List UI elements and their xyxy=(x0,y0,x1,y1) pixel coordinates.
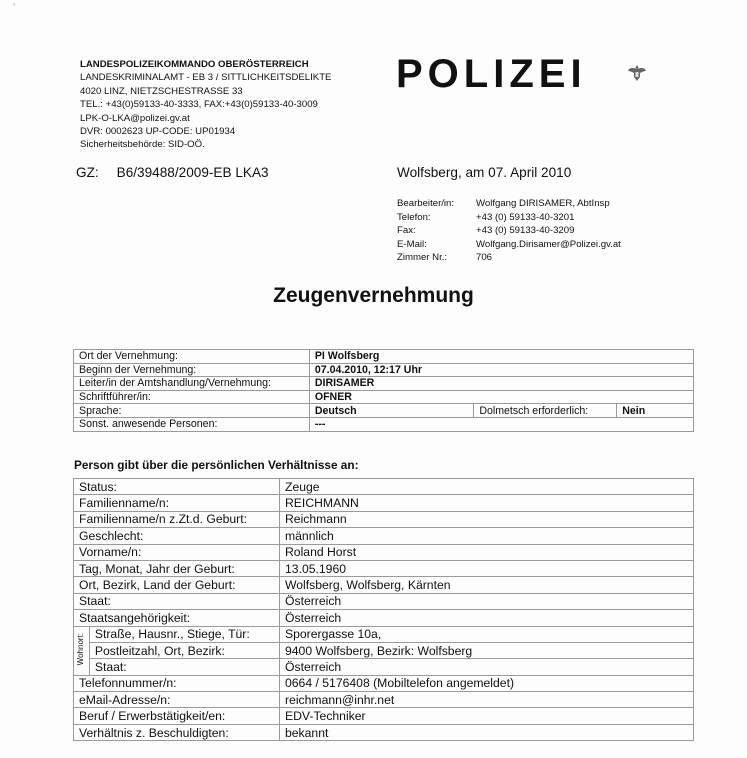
contact-value: +43 (0) 59133-40-3201 xyxy=(476,211,575,223)
sender-line: LPK-O-LKA@polizei.gv.at xyxy=(80,112,190,124)
cell-label: Dolmetsch erforderlich: xyxy=(474,404,617,418)
eagle-crest-icon xyxy=(626,62,648,84)
cell-label: Straße, Hausnr., Stiege, Tür: xyxy=(89,626,279,642)
cell-label: Familienname/n z.Zt.d. Geburt: xyxy=(74,511,280,527)
scan-mark: ‘ xyxy=(13,2,16,13)
table-row xyxy=(74,692,694,708)
cell-value: DIRISAMER xyxy=(309,377,693,391)
sender-line: Sicherheitsbehörde: SID-OÖ. xyxy=(80,139,205,151)
sender-block xyxy=(80,58,331,152)
contact-row xyxy=(397,211,621,225)
cell-label: Ort, Bezirk, Land der Geburt: xyxy=(74,577,280,593)
table-row xyxy=(74,659,694,675)
reference-number xyxy=(76,165,269,180)
cell-value: Wolfsberg, Wolfsberg, Kärnten xyxy=(280,577,694,593)
cell-label: Tag, Monat, Jahr der Geburt: xyxy=(74,560,280,576)
cell-value: 13.05.1960 xyxy=(280,560,694,576)
cell-value: Roland Horst xyxy=(280,544,694,560)
table-row xyxy=(74,390,694,404)
cell-label: Beruf / Erwerbstätigkeit/en: xyxy=(74,708,280,724)
person-table xyxy=(73,478,694,741)
table-row xyxy=(74,593,694,609)
cell-label: Status: xyxy=(74,479,280,495)
cell-value: reichmann@inhr.net xyxy=(280,692,694,708)
polizei-logo: POLIZEI xyxy=(396,52,587,96)
cell-value: Nein xyxy=(617,404,694,418)
table-row xyxy=(74,560,694,576)
cell-value: REICHMANN xyxy=(280,495,694,511)
cell-label: Ort der Vernehmung: xyxy=(74,350,310,364)
contact-row xyxy=(397,197,621,211)
cell-value: Sporergasse 10a, xyxy=(280,626,694,642)
table-row xyxy=(74,577,694,593)
sender-line: LANDESKRIMINALAMT - EB 3 / SITTLICHKEITSDELIKTE xyxy=(80,72,332,84)
table-row xyxy=(74,528,694,544)
cell-value: bekannt xyxy=(280,724,694,740)
table-row xyxy=(74,724,694,740)
contact-key: Bearbeiter/in: xyxy=(397,198,455,209)
cell-label: Sprache: xyxy=(74,404,310,418)
cell-label: Staat: xyxy=(89,659,279,675)
cell-value: PI Wolfsberg xyxy=(309,350,693,364)
cell-label: Leiter/in der Amtshandlung/Vernehmung: xyxy=(74,377,310,391)
cell-label: Schriftführer/in: xyxy=(74,390,310,404)
cell-label: Staatsangehörigkeit: xyxy=(74,610,280,626)
cell-label: Beginn der Vernehmung: xyxy=(74,363,310,377)
hearing-table xyxy=(73,349,694,432)
table-row xyxy=(74,363,694,377)
cell-label: Verhältnis z. Beschuldigten: xyxy=(74,724,280,740)
contact-key: E-Mail: xyxy=(397,238,427,250)
cell-label: Geschlecht: xyxy=(74,528,280,544)
table-row xyxy=(74,610,694,626)
document-title: Zeugenvernehmung xyxy=(273,284,474,307)
residence-group xyxy=(74,626,90,675)
reference-label: GZ: xyxy=(76,165,99,180)
sender-line: TEL.: +43(0)59133-40-3333, FAX:+43(0)59133-40-3009 xyxy=(80,99,318,111)
reference-value: B6/39488/2009-EB LKA3 xyxy=(116,165,269,180)
contact-key: Fax: xyxy=(397,225,416,237)
table-row xyxy=(74,626,694,642)
cell-value: --- xyxy=(309,417,693,431)
cell-label: Staat: xyxy=(74,593,280,609)
sender-line: 4020 LINZ, NIETZSCHESTRASSE 33 xyxy=(80,85,243,97)
cell-value: 9400 Wolfsberg, Bezirk: Wolfsberg xyxy=(280,642,694,658)
sender-line: DVR: 0002623 UP-CODE: UP01934 xyxy=(80,126,236,138)
contact-value: 706 xyxy=(476,252,493,264)
residence-label: Wohnort: xyxy=(76,632,86,666)
table-row xyxy=(74,511,694,527)
cell-value: Österreich xyxy=(280,659,694,675)
cell-value: EDV-Techniker xyxy=(280,708,694,724)
cell-value: Österreich xyxy=(280,610,694,626)
contact-row xyxy=(397,224,621,238)
cell-value: Zeuge xyxy=(280,479,694,495)
table-row xyxy=(74,350,694,364)
cell-value: 0664 / 5176408 (Mobiltelefon angemeldet) xyxy=(280,675,694,691)
cell-value: OFNER xyxy=(309,390,693,404)
cell-label: Vorname/n: xyxy=(74,544,280,560)
cell-label: Sonst. anwesende Personen: xyxy=(74,417,310,431)
table-row xyxy=(74,642,694,658)
cell-label: Postleitzahl, Ort, Bezirk: xyxy=(89,642,279,658)
cell-label: Familienname/n: xyxy=(74,495,280,511)
cell-label: Telefonnummer/n: xyxy=(74,675,280,691)
sender-line: LANDESPOLIZEIKOMMANDO OBERÖSTERREICH xyxy=(80,59,309,70)
table-row xyxy=(74,404,694,418)
contact-row xyxy=(397,238,621,252)
contact-row xyxy=(397,251,621,265)
table-row xyxy=(74,377,694,391)
table-row xyxy=(74,708,694,724)
contact-block xyxy=(397,197,621,265)
table-row xyxy=(74,544,694,560)
contact-value: Wolfgang.Dirisamer@Polizei.gv.at xyxy=(476,238,621,250)
cell-label: eMail-Adresse/n: xyxy=(74,692,280,708)
section-heading: Person gibt über die persönlichen Verhältnisse an: xyxy=(74,458,359,472)
table-row xyxy=(74,479,694,495)
date-line: Wolfsberg, am 07. April 2010 xyxy=(397,165,572,180)
contact-key: Zimmer Nr.: xyxy=(397,252,448,264)
cell-value: 07.04.2010, 12:17 Uhr xyxy=(309,363,693,377)
table-row xyxy=(74,417,694,431)
cell-value: männlich xyxy=(280,528,694,544)
table-row xyxy=(74,495,694,511)
cell-value: Deutsch xyxy=(309,404,473,418)
cell-value: Reichmann xyxy=(280,511,694,527)
contact-value: Wolfgang DIRISAMER, AbtInsp xyxy=(476,198,610,209)
table-row xyxy=(74,675,694,691)
contact-value: +43 (0) 59133-40-3209 xyxy=(476,225,575,237)
cell-value: Österreich xyxy=(280,593,694,609)
contact-key: Telefon: xyxy=(397,211,431,223)
